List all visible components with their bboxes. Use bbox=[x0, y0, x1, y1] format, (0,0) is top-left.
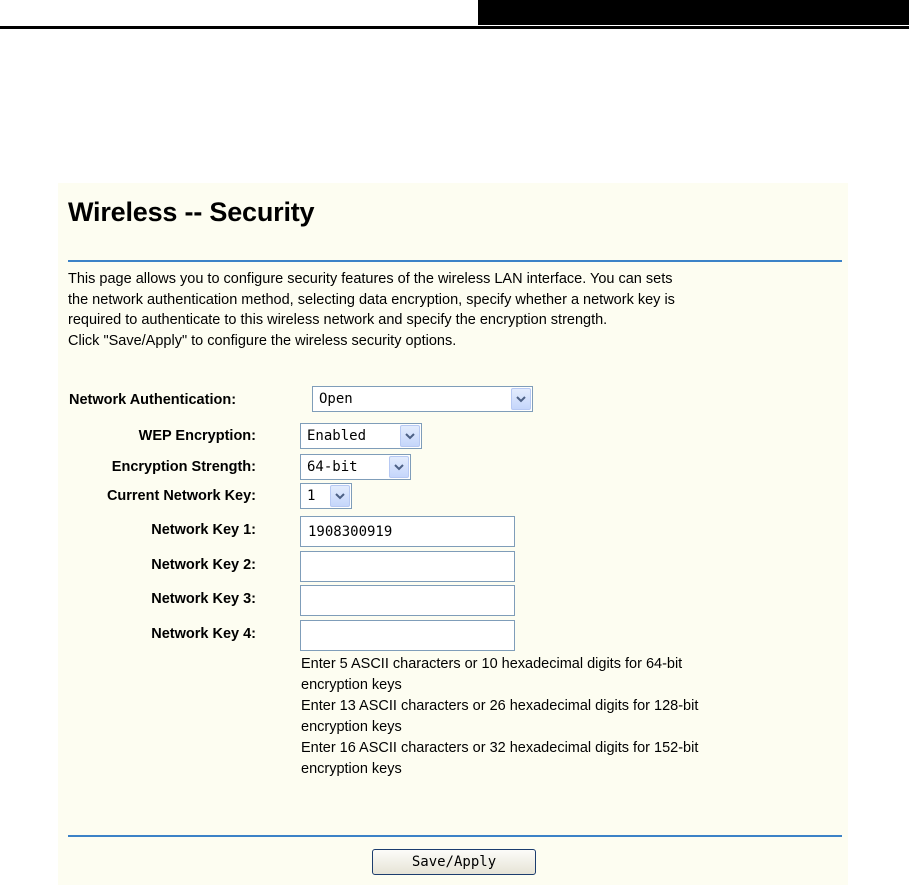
chevron-down-icon[interactable] bbox=[330, 485, 350, 507]
help-line: encryption keys bbox=[301, 761, 402, 777]
chevron-down-icon[interactable] bbox=[511, 388, 531, 410]
encryption-strength-label: Encryption Strength: bbox=[111, 459, 256, 475]
top-divider bbox=[68, 260, 842, 262]
wep-encryption-value: Enabled bbox=[307, 428, 367, 444]
bottom-divider bbox=[68, 835, 842, 837]
header-black-bar bbox=[478, 0, 909, 25]
intro-text bbox=[68, 269, 846, 351]
help-line: Enter 16 ASCII characters or 32 hexadecimal digits for 152-bit bbox=[301, 740, 699, 756]
current-network-key-label: Current Network Key: bbox=[106, 488, 256, 504]
network-key-4-input[interactable] bbox=[300, 620, 515, 651]
help-line: encryption keys bbox=[301, 719, 402, 735]
network-key-4-label: Network Key 4: bbox=[151, 626, 256, 642]
encryption-strength-value: 64-bit bbox=[307, 459, 358, 475]
page-title: Wireless -- Security bbox=[68, 197, 315, 227]
intro-line: the network authentication method, selecting data encryption, specify whether a network key is bbox=[68, 291, 675, 308]
network-key-3-label: Network Key 3: bbox=[151, 591, 256, 607]
key-help-text bbox=[301, 654, 841, 780]
intro-line: Click "Save/Apply" to configure the wireless security options. bbox=[68, 332, 457, 349]
intro-line: This page allows you to configure security features of the wireless LAN interface. You can sets bbox=[68, 271, 673, 287]
wep-encryption-select[interactable] bbox=[300, 423, 422, 449]
wep-encryption-label: WEP Encryption: bbox=[138, 428, 256, 444]
help-line: encryption keys bbox=[301, 677, 402, 693]
settings-panel bbox=[58, 183, 848, 885]
network-key-2-input[interactable] bbox=[300, 551, 515, 582]
encryption-strength-select[interactable] bbox=[300, 454, 411, 480]
chevron-down-icon[interactable] bbox=[400, 425, 420, 447]
help-line: Enter 5 ASCII characters or 10 hexadecimal digits for 64-bit bbox=[301, 656, 683, 672]
network-authentication-select[interactable] bbox=[312, 386, 533, 412]
network-authentication-label: Network Authentication: bbox=[69, 392, 237, 408]
current-network-key-select[interactable] bbox=[300, 483, 352, 509]
network-key-2-label: Network Key 2: bbox=[151, 557, 256, 573]
help-line: Enter 13 ASCII characters or 26 hexadecimal digits for 128-bit bbox=[301, 698, 699, 714]
network-key-1-input[interactable] bbox=[300, 516, 515, 547]
header-rule bbox=[0, 26, 909, 29]
intro-line: required to authenticate to this wireless network and specify the encryption strength. bbox=[68, 312, 608, 328]
network-authentication-value: Open bbox=[319, 391, 353, 407]
chevron-down-icon[interactable] bbox=[389, 456, 409, 478]
current-network-key-value: 1 bbox=[307, 488, 316, 504]
save-apply-button[interactable]: Save/Apply bbox=[372, 849, 536, 875]
network-key-1-label: Network Key 1: bbox=[151, 522, 256, 538]
network-key-3-input[interactable] bbox=[300, 585, 515, 616]
